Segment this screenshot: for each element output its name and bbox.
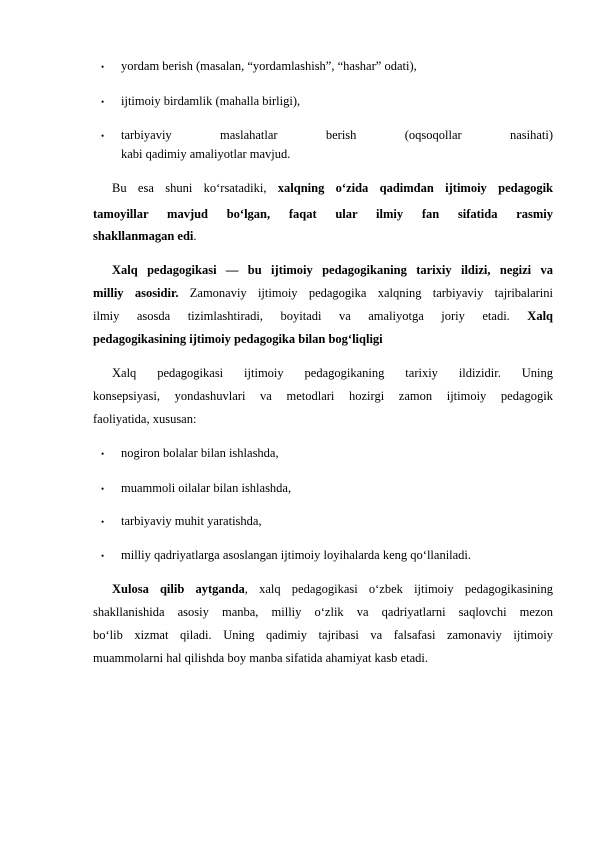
bullet-marker: [101, 59, 104, 75]
list-item: nogiron bolalar bilan ishlashda,: [121, 446, 279, 460]
paragraph-line: shakllanmagan edi.: [93, 229, 197, 243]
bullet-marker: [101, 128, 104, 144]
paragraph-line: shakllanishida asosiy manba, milliy o‘zlik va qadriyatlarni saqlovchi mezon: [93, 605, 553, 619]
list-item-word: (oqsoqollar: [404, 128, 462, 142]
list-item: tarbiyaviy muhit yaratishda,: [121, 514, 262, 528]
list-item: yordam berish (masalan, “yordamlashish”, “hashar” odati),: [121, 59, 417, 73]
paragraph-line: Xalq pedagogikasi ijtimoiy pedagogikaning tarixiy ildizidir. Uning: [112, 366, 553, 380]
paragraph-line: Xulosa qilib aytganda, xalq pedagogikasi o‘zbek ijtimoiy pedagogikasining: [112, 582, 553, 596]
paragraph-line: muammolarni hal qilishda boy manba sifatida ahamiyat kasb etadi.: [93, 651, 428, 665]
paragraph-line: tamoyillar mavjud bo‘lgan, faqat ular ilmiy fan sifatida rasmiy: [93, 207, 553, 221]
list-item: milliy qadriyatlarga asoslangan ijtimoiy loyihalarda keng qo‘llaniladi.: [121, 548, 472, 562]
paragraph-line: Bu esa shuni ko‘rsatadiki, xalqning o‘zida qadimdan ijtimoiy pedagogik: [112, 181, 553, 195]
list-item-word: berish: [325, 128, 357, 142]
list-item-word: maslahatlar: [219, 128, 278, 142]
bullet-marker: [101, 446, 104, 462]
paragraph-line: milliy asosidir. Zamonaviy ijtimoiy pedagogika xalqning tarbiyaviy tajribalarini: [93, 286, 553, 300]
paragraph-line: faoliyatida, xususan:: [93, 412, 197, 426]
paragraph-line: konsepsiyasi, yondashuvlari va metodlari hozirgi zamon ijtimoiy pedagogik: [93, 389, 553, 403]
bullet-marker: [101, 481, 104, 497]
bullet-marker: [101, 548, 104, 564]
paragraph-line: pedagogikasining ijtimoiy pedagogika bilan bog‘liqligi: [93, 332, 383, 346]
list-item: muammoli oilalar bilan ishlashda,: [121, 481, 292, 495]
paragraph-line: bo‘lib xizmat qiladi. Uning qadimiy tajribasi va falsafasi zamonaviy ijtimoiy: [93, 628, 553, 642]
paragraph-line: Xalq pedagogikasi — bu ijtimoiy pedagogikaning tarixiy ildizi, negizi va: [112, 263, 553, 277]
paragraph-line: ilmiy asosda tizimlashtiradi, boyitadi va amaliyotga joriy etadi. Xalq: [93, 309, 553, 323]
list-item: [121, 128, 553, 143]
list-item-word: tarbiyaviy: [121, 128, 172, 142]
list-item: ijtimoiy birdamlik (mahalla birligi),: [121, 94, 301, 108]
list-item-continuation: kabi qadimiy amaliyotlar mavjud.: [121, 147, 291, 161]
list-item-word: nasihati): [509, 128, 553, 142]
bullet-marker: [101, 94, 104, 110]
bullet-marker: [101, 514, 104, 530]
